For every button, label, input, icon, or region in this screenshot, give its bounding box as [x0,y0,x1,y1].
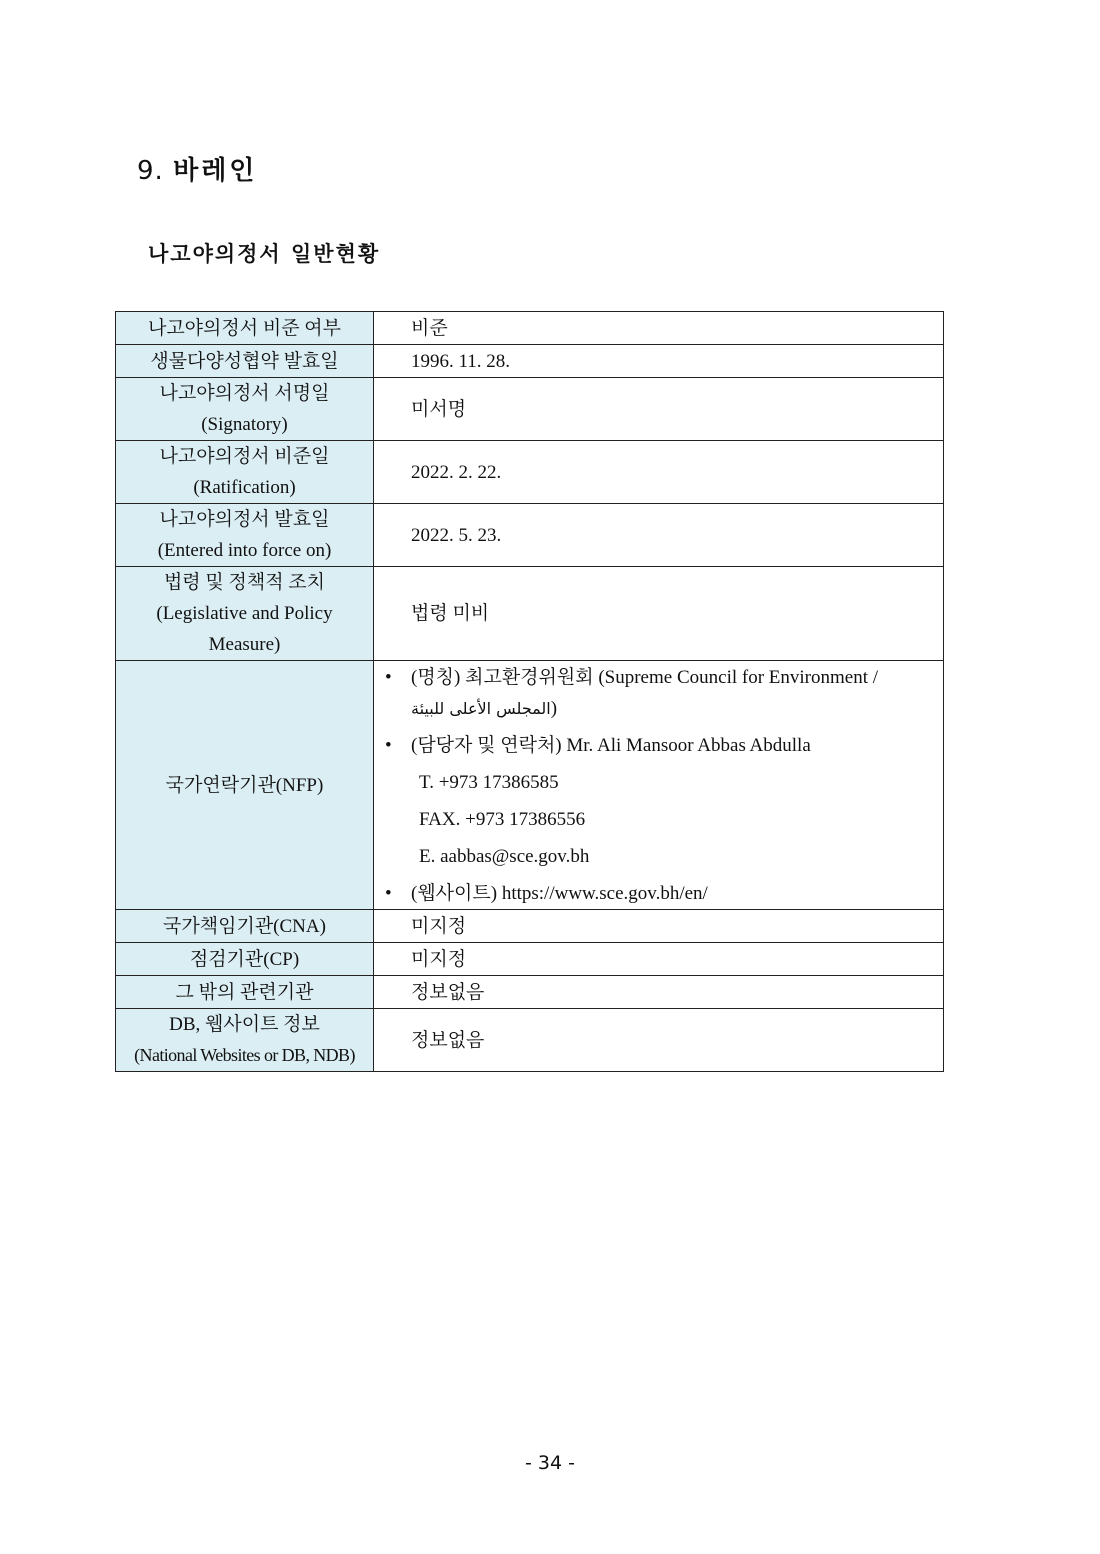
nfp-contact-person: • (담당자 및 연락처) Mr. Ali Mansoor Abbas Abdulla [411,734,811,756]
table-row-nfp [116,661,944,910]
row-value: 2022. 2. 22. [374,441,944,504]
row-value: 법령 미비 [374,567,944,661]
row-label-text: 법령 및 정책적 조치 [163,572,326,593]
country-name: 바레인 [173,156,258,186]
nfp-website[interactable]: • (웹사이트) https://www.sce.gov.bh/en/ [411,882,708,904]
table-row [116,441,944,504]
list-item [411,730,937,761]
table-row [116,976,944,1009]
row-label-text: 나고야의정서 비준 여부 [147,317,342,339]
page-title [137,150,257,187]
row-value: 2022. 5. 23. [374,504,944,567]
row-label-english: (Entered into force on) [157,540,332,561]
list-item [411,662,937,724]
row-label [116,567,374,661]
row-label [116,378,374,441]
row-label-english: Measure) [208,634,281,655]
table-row [116,345,944,378]
nfp-phone: T. +973 17386585 [419,771,559,793]
row-label [116,910,374,943]
list-item [411,878,937,909]
row-value: 미지정 [374,910,944,943]
nfp-name-close: ) [550,697,558,719]
row-label [116,1009,374,1072]
row-label-text: 점검기관(CP) [189,948,300,970]
table-row [116,567,944,661]
row-value: 정보없음 [374,976,944,1009]
nfp-name-arabic-line [411,693,937,724]
row-value: 정보없음 [374,1009,944,1072]
row-label [116,312,374,345]
row-label-text: 나고야의정서 비준일 [159,446,330,467]
row-label-text: 나고야의정서 발효일 [159,509,330,530]
row-label [116,345,374,378]
nfp-name: • (명칭) 최고환경위원회 (Supreme Council for Environment / [411,666,879,688]
nfp-contact-list [411,662,937,909]
row-label-english: (Signatory) [201,414,288,435]
row-label-text: 생물다양성협약 발효일 [150,350,339,372]
section-subtitle: 나고야의정서 일반현황 [148,242,381,266]
row-label [116,976,374,1009]
row-label-text: 나고야의정서 서명일 [159,383,330,404]
page-number: - 34 - [525,1452,575,1474]
row-label: 국가연락기관(NFP) [116,661,374,910]
nfp-email: E. aabbas@sce.gov.bh [419,845,590,867]
row-label [116,441,374,504]
table-row [116,312,944,345]
section-number: 9. [137,156,164,186]
row-label [116,943,374,976]
row-value: 미지정 [374,943,944,976]
table-row [116,378,944,441]
table-row [116,910,944,943]
row-label-text: DB, 웹사이트 정보 [169,1014,320,1035]
nfp-details [374,661,944,910]
row-value: 비준 [374,312,944,345]
nagoya-status-table [115,311,944,1072]
table-row [116,943,944,976]
row-value: 미서명 [374,378,944,441]
nfp-name-arabic: المجلس الأعلى للبيئة [411,698,551,718]
row-label [116,504,374,567]
nfp-fax: FAX. +973 17386556 [419,808,586,830]
row-label-english: (Ratification) [193,477,296,498]
row-value: 1996. 11. 28. [374,345,944,378]
row-label-english: (Legislative and Policy [156,603,333,624]
row-label-text: 국가책임기관(CNA) [163,915,326,937]
table-row [116,504,944,567]
row-label-text: 그 밖의 관련기관 [175,981,314,1003]
table-row [116,1009,944,1072]
row-label-english: (National Websites or DB, NDB) [134,1045,355,1065]
